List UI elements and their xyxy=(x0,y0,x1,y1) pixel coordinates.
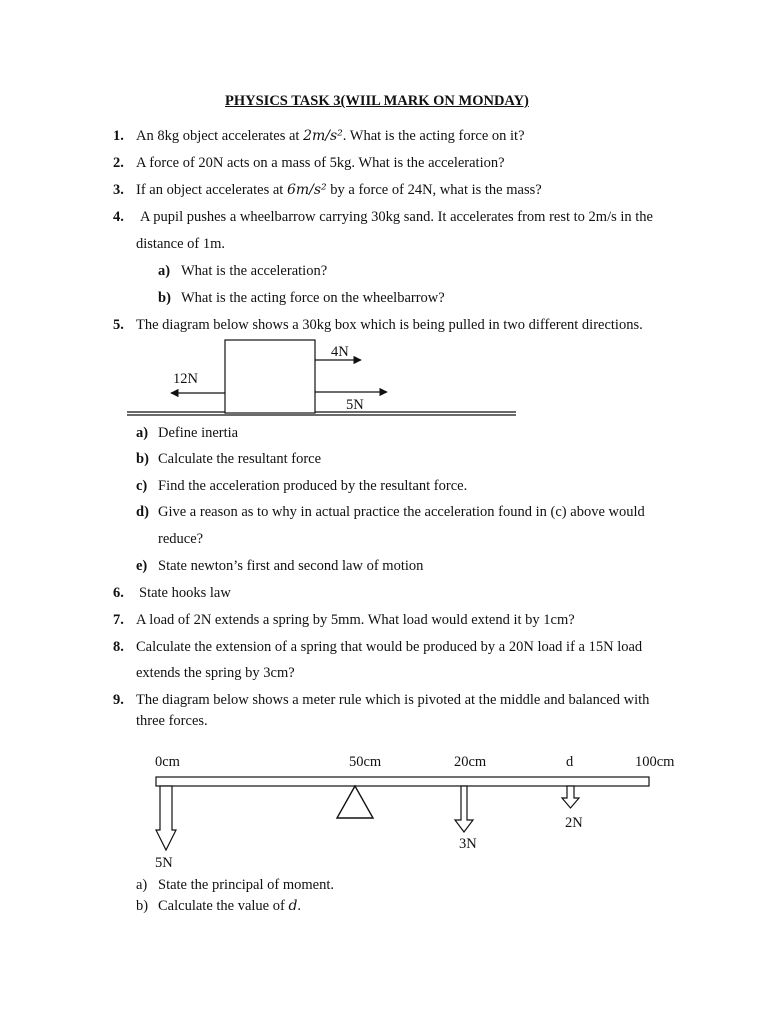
label-20cm: 20cm xyxy=(454,754,487,770)
question-6-text: State hooks law xyxy=(139,585,231,601)
question-9b-post: . xyxy=(297,898,302,914)
question-8-line2: extends the spring by 3cm? xyxy=(136,665,295,681)
label-0cm: 0cm xyxy=(155,754,180,770)
question-5c-text: Find the acceleration produced by the resultant force. xyxy=(158,478,468,494)
question-5a-text: Define inertia xyxy=(158,425,239,441)
question-9a-label: a) xyxy=(136,877,148,893)
label-50cm: 50cm xyxy=(349,754,382,770)
question-1-post: . What is the acting force on it? xyxy=(342,128,525,144)
question-4a-text: What is the acceleration? xyxy=(181,263,328,279)
question-5-number: 5. xyxy=(113,317,124,333)
question-5b-text: Calculate the resultant force xyxy=(158,451,322,467)
question-3-number: 3. xyxy=(113,182,124,198)
question-4a-label: a) xyxy=(158,263,171,279)
arrow-2n-down xyxy=(562,786,579,808)
label-force-2n: 2N xyxy=(565,815,583,831)
question-2-number: 2. xyxy=(113,155,124,171)
question-5b-label: b) xyxy=(136,451,149,467)
question-9b-pre: Calculate the value of xyxy=(158,898,285,914)
question-9-line2: three forces. xyxy=(136,713,208,729)
question-3-pre: If an object accelerates at xyxy=(136,182,284,198)
question-9b-label: b) xyxy=(136,898,149,914)
question-1-pre: An 8kg object accelerates at xyxy=(136,128,300,144)
question-4b-text: What is the acting force on the wheelbarrow? xyxy=(181,290,445,306)
question-5e-text: State newton’s first and second law of motion xyxy=(158,558,424,574)
question-1-math: 2m/s² xyxy=(303,128,343,144)
label-force-3n: 3N xyxy=(459,836,477,852)
question-2-text: A force of 20N acts on a mass of 5kg. What is the acceleration? xyxy=(136,155,505,171)
label-5n: 5N xyxy=(346,397,364,413)
question-8-number: 8. xyxy=(113,639,124,655)
meter-rule xyxy=(156,777,649,786)
question-8-line1: Calculate the extension of a spring that would be produced by a 20N load if a 15N load xyxy=(136,639,643,655)
question-5-text: The diagram below shows a 30kg box which is being pulled in two different directions. xyxy=(136,317,643,333)
question-5c-label: c) xyxy=(136,478,148,494)
label-force-5n: 5N xyxy=(155,855,173,871)
arrow-5n-down xyxy=(156,786,176,850)
question-3-math: 6m/s² xyxy=(286,182,327,198)
question-7-number: 7. xyxy=(113,612,124,628)
question-5d-line2: reduce? xyxy=(158,531,204,547)
question-4b-label: b) xyxy=(158,290,171,306)
question-9-number: 9. xyxy=(113,692,124,708)
question-5e-label: e) xyxy=(136,558,148,574)
label-d: d xyxy=(566,754,574,770)
label-4n: 4N xyxy=(331,344,349,360)
arrow-3n-down xyxy=(455,786,473,832)
question-5a-label: a) xyxy=(136,425,149,441)
question-9-line1: The diagram below shows a meter rule which is pivoted at the middle and balanced with xyxy=(136,692,650,708)
question-3-post: by a force of 24N, what is the mass? xyxy=(330,182,542,198)
question-5d-line1: Give a reason as to why in actual practice the acceleration found in (c) above would xyxy=(158,504,645,520)
question-9b-text xyxy=(158,898,301,915)
question-4-line1: A pupil pushes a wheelbarrow carrying 30kg sand. It accelerates from rest to 2m/s in the xyxy=(140,209,653,225)
question-9b-math: d xyxy=(288,898,298,914)
page-title: PHYSICS TASK 3(WIIL MARK ON MONDAY) xyxy=(225,93,529,109)
question-7-text: A load of 2N extends a spring by 5mm. What load would extend it by 1cm? xyxy=(136,612,575,628)
label-100cm: 100cm xyxy=(635,754,675,770)
question-6-number: 6. xyxy=(113,585,124,601)
pivot-triangle xyxy=(337,786,373,818)
question-5d-label: d) xyxy=(136,504,149,520)
question-4-line2: distance of 1m. xyxy=(136,236,225,252)
question-9a-text: State the principal of moment. xyxy=(158,877,334,893)
label-12n: 12N xyxy=(173,371,198,387)
question-1-number: 1. xyxy=(113,128,124,144)
question-4-number: 4. xyxy=(113,209,124,225)
